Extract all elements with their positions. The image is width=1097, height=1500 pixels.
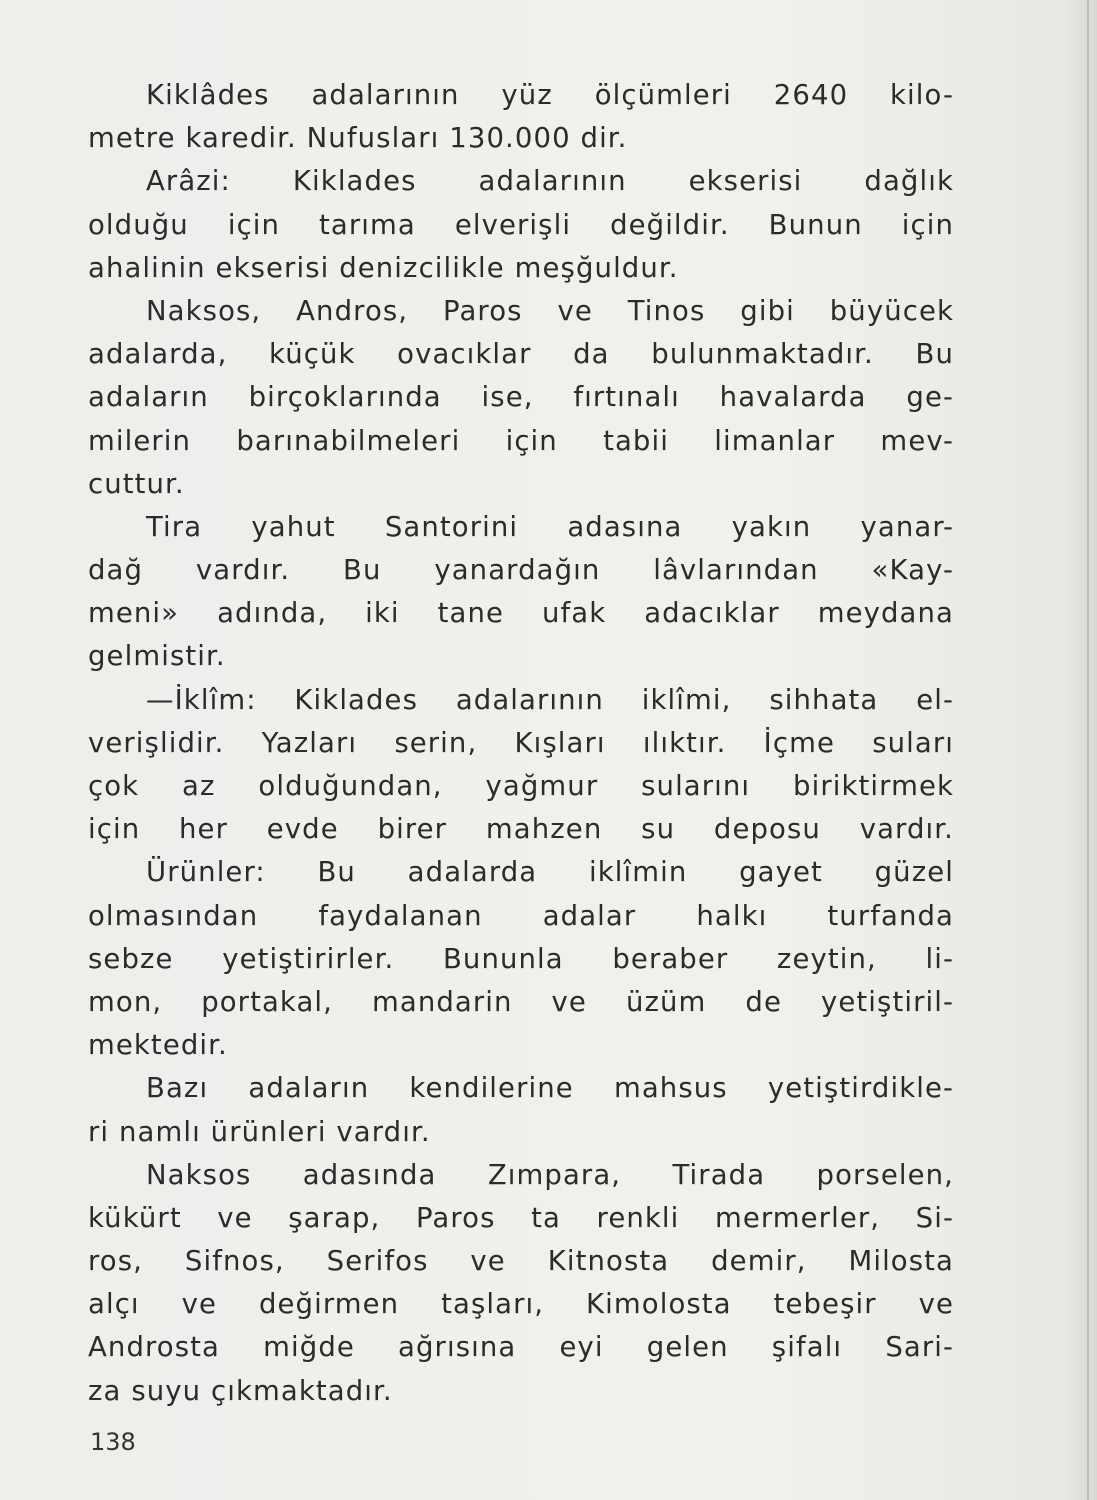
text-line: Ürünler: Bu adalarda iklîmin gayet güzel xyxy=(146,856,954,889)
text-line: metre karedir. Nufusları 130.000 dir. xyxy=(88,122,628,155)
text-line: Arâzi: Kiklades adalarının ekserisi dağlık xyxy=(146,165,954,198)
text-line: mektedir. xyxy=(88,1029,228,1062)
text-line: mon, portakal, mandarin ve üzüm de yetiştiril- xyxy=(88,985,954,1018)
text-line: adalarda, küçük ovacıklar da bulunmaktadır. Bu xyxy=(88,338,954,371)
text-line: olduğu için tarıma elverişli değildir. Bunun için xyxy=(88,208,954,241)
text-line: çok az olduğundan, yağmur sularını biriktirmek xyxy=(88,770,954,802)
text-line: Naksos, Andros, Paros ve Tinos gibi büyücek xyxy=(146,294,954,327)
text-line: ros, Sifnos, Serifos ve Kitnosta demir, Milosta xyxy=(88,1245,954,1278)
text-line: kükürt ve şarap, Paros ta renkli mermerler, Si- xyxy=(88,1201,954,1234)
page-edge xyxy=(1087,0,1089,1500)
text-line: ri namlı ürünleri vardır. xyxy=(88,1115,431,1148)
text-line: Naksos adasında Zımpara, Tirada porselen, xyxy=(146,1158,954,1191)
page-number: 138 xyxy=(90,1428,136,1456)
text-line: Kiklâdes adalarının yüz ölçümleri 2640 kilo- xyxy=(146,79,954,111)
text-line: için her evde birer mahzen su deposu vardır. xyxy=(88,813,954,846)
text-line: milerin barınabilmeleri için tabii limanlar mev- xyxy=(88,424,954,457)
text-line: adaların birçoklarında ise, fırtınalı havalarda ge- xyxy=(88,381,954,414)
text-line: cuttur. xyxy=(88,467,185,500)
text-line: sebze yetiştirirler. Bununla beraber zeytin, li- xyxy=(88,942,954,975)
text-line: za suyu çıkmaktadır. xyxy=(88,1374,393,1407)
body-text xyxy=(88,74,954,1413)
text-line: Tira yahut Santorini adasına yakın yanar- xyxy=(146,510,954,543)
text-line: Bazı adaların kendilerine mahsus yetiştirdikle- xyxy=(146,1072,954,1105)
text-line: dağ vardır. Bu yanardağın lâvlarından «Kay- xyxy=(88,554,954,587)
text-line: alçı ve değirmen taşları, Kimolosta tebeşir ve xyxy=(88,1288,954,1321)
text-line: meni» adında, iki tane ufak adacıklar meydana xyxy=(88,597,954,630)
text-line: verişlidir. Yazları serin, Kışları ılıktır. İçme suları xyxy=(88,726,954,759)
text-line: ahalinin ekserisi denizcilikle meşğuldur. xyxy=(88,251,679,284)
text-line: olmasından faydalanan adalar halkı turfanda xyxy=(88,899,954,932)
text-line: gelmistir. xyxy=(88,640,226,673)
text-line: Androsta miğde ağrısına eyi gelen şifalı Sari- xyxy=(88,1331,954,1364)
text-line: —İklîm: Kiklades adalarının iklîmi, sihhata el- xyxy=(146,683,954,716)
